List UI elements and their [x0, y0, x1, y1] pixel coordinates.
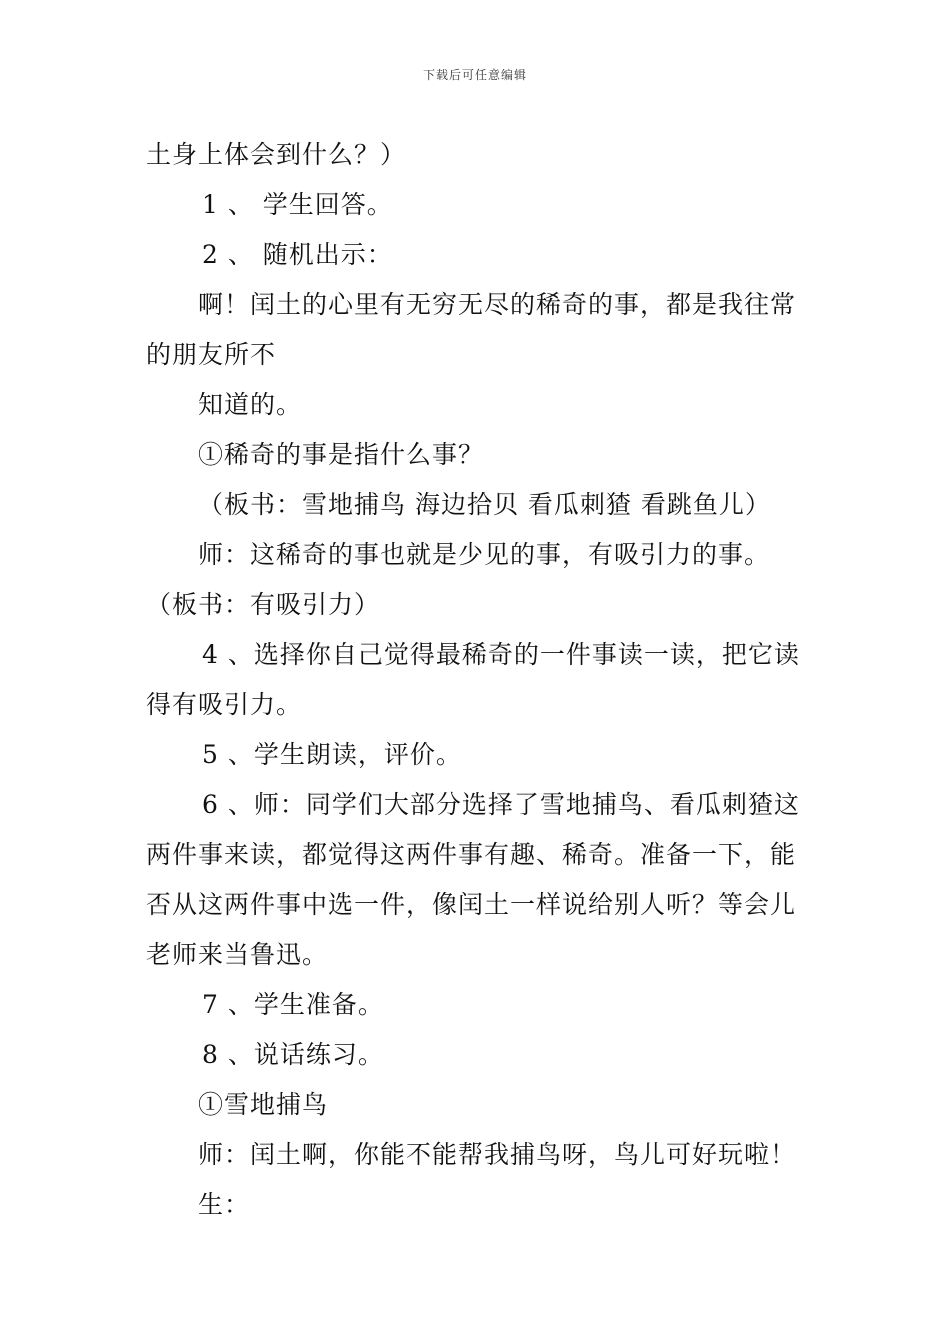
list-item: 8 、说话练习。	[202, 1040, 384, 1069]
page-header-note: 下载后可任意编辑	[422, 68, 527, 82]
text-line: 啊！闰土的心里有无穷无尽的稀奇的事，都是我往常	[198, 290, 797, 319]
text-line: 的朋友所不	[146, 340, 277, 369]
teacher-line: 师：闰土啊，你能不能帮我捕鸟呀，鸟儿可好玩啦！	[198, 1140, 797, 1169]
blackboard-note: （板书：有吸引力）	[146, 590, 381, 619]
text-line: 两件事来读，都觉得这两件事有趣、稀奇。准备一下，能	[146, 840, 797, 869]
list-item: 1 、 学生回答。	[202, 190, 393, 219]
list-item: 6 、师：同学们大部分选择了雪地捕鸟、看瓜刺猹这	[202, 790, 800, 819]
text-line: 土身上体会到什么？）	[146, 140, 407, 169]
text-line: 否从这两件事中选一件，像闰土一样说给别人听？等会儿	[146, 890, 797, 919]
text-line: 知道的。	[198, 390, 303, 419]
list-item: 2 、 随机出示：	[202, 240, 393, 269]
list-item: 7 、学生准备。	[202, 990, 384, 1019]
text-line: 老师来当鲁迅。	[146, 940, 329, 969]
text-line: ①稀奇的事是指什么事？	[198, 440, 485, 469]
student-line: 生：	[198, 1190, 251, 1219]
text-line: ①雪地捕鸟	[198, 1090, 329, 1119]
text-line: 得有吸引力。	[146, 690, 303, 719]
list-item: 4 、选择你自己觉得最稀奇的一件事读一读，把它读	[202, 640, 800, 669]
list-item: 5 、学生朗读，评价。	[202, 740, 462, 769]
blackboard-note: （板书：雪地捕鸟 海边拾贝 看瓜刺猹 看跳鱼儿）	[198, 490, 771, 519]
teacher-line: 师：这稀奇的事也就是少见的事，有吸引力的事。	[198, 540, 771, 569]
document-body	[146, 130, 811, 1230]
